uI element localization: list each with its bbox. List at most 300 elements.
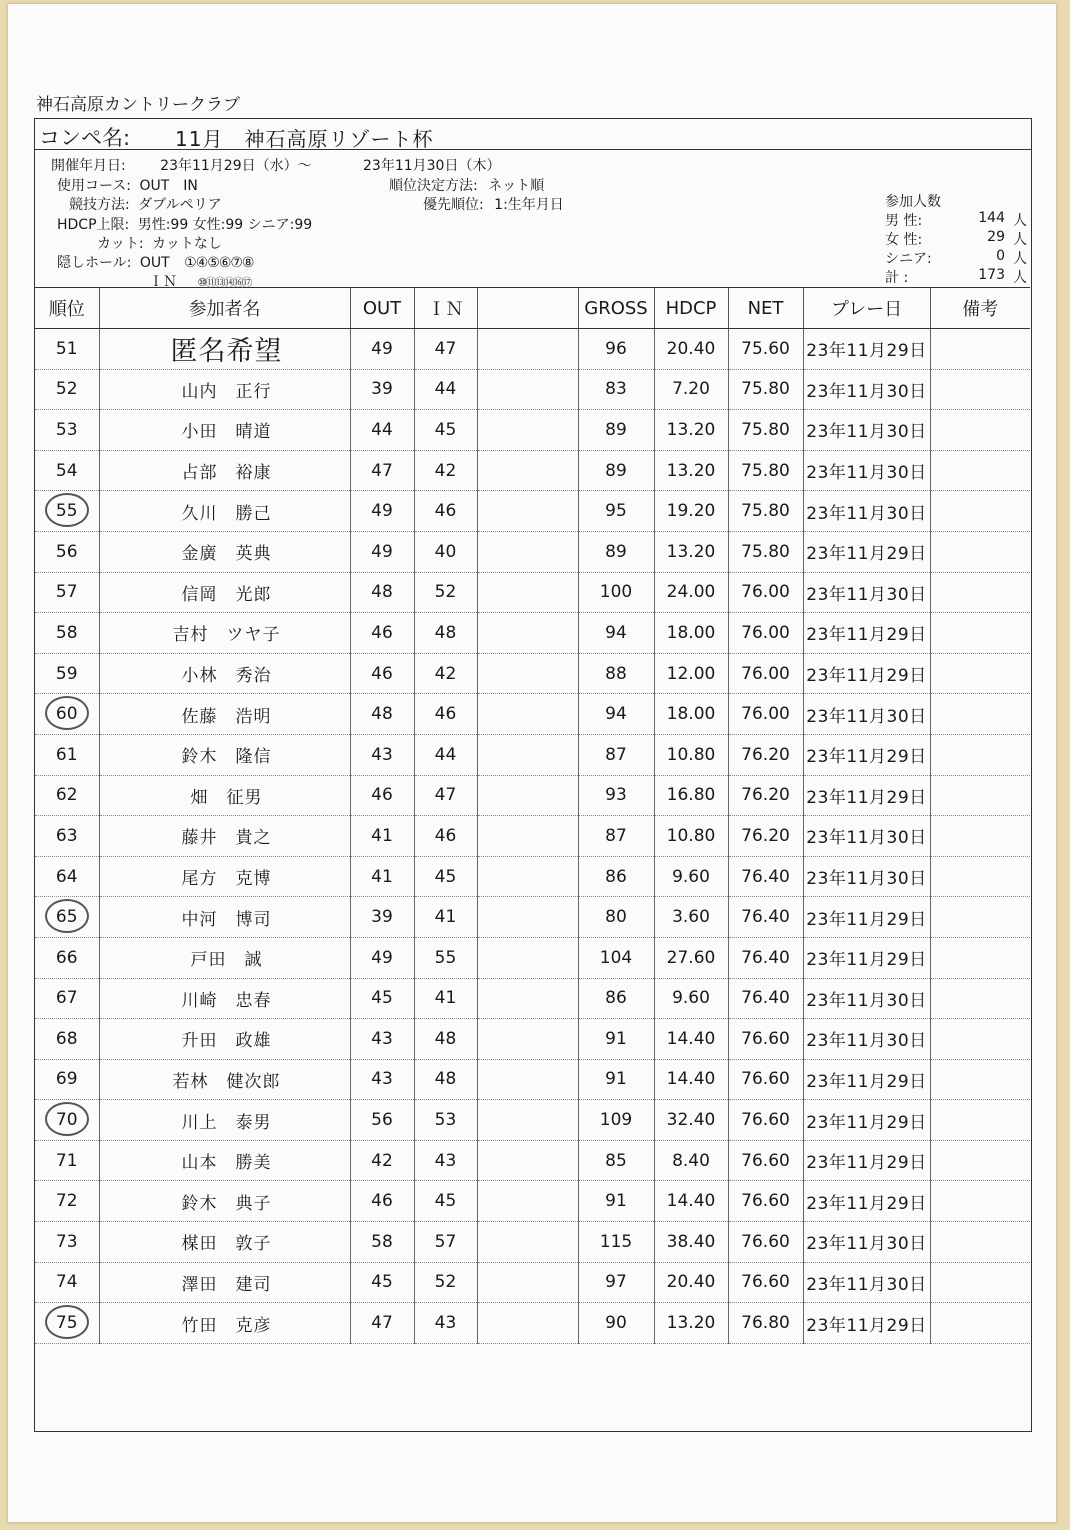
table-row [35,1059,1030,1100]
female-count: 29 [987,229,1005,245]
rank-cell: 66 [35,937,99,978]
gross-cell: 90 [578,1303,654,1344]
out-cell: 49 [350,531,414,572]
name-cell: 金廣 英典 [99,531,350,572]
date-cell: 23年11月29日 [803,775,930,816]
priority-label: 優先順位: [423,197,484,213]
notes-cell [930,329,1030,370]
handwritten-circle-mark [45,1102,89,1136]
out-cell: 47 [350,450,414,491]
format-value: ダブルペリア [138,197,222,213]
net-cell: 76.60 [728,1059,803,1100]
name-cell: 川上 泰男 [99,1100,350,1141]
notes-cell [930,1059,1030,1100]
gross-cell: 87 [578,734,654,775]
date-cell: 23年11月30日 [803,410,930,451]
name-cell: 匿名希望 [99,329,350,370]
course-value: OUT IN [139,178,198,194]
hdcp-cell: 18.00 [654,694,728,735]
info-rank-method [389,175,544,195]
in-cell: 43 [414,1303,477,1344]
in-cell: 44 [414,734,477,775]
blank-cell [477,937,578,978]
date-cell: 23年11月29日 [803,1100,930,1141]
rank-cell: 69 [35,1059,99,1100]
in-cell: 46 [414,694,477,735]
gross-cell: 86 [578,856,654,897]
hidden-in-label: ＩＮ [149,274,177,290]
notes-cell [930,978,1030,1019]
net-cell: 75.80 [728,369,803,410]
name-cell: 小林 秀治 [99,653,350,694]
date-cell: 23年11月29日 [803,613,930,654]
out-cell: 41 [350,856,414,897]
date-cell: 23年11月30日 [803,816,930,857]
gross-cell: 94 [578,694,654,735]
hdcp-cell: 38.40 [654,1222,728,1263]
info-course [57,175,198,195]
rank-cell: 51 [35,329,99,370]
net-cell: 76.20 [728,734,803,775]
hdcp-cell: 9.60 [654,978,728,1019]
table-row [35,1181,1030,1222]
col-net: NET [728,288,803,329]
participants-title: 参加人数 [885,194,941,210]
out-cell: 48 [350,694,414,735]
notes-cell [930,1019,1030,1060]
blank-cell [477,775,578,816]
name-cell: 山内 正行 [99,369,350,410]
name-cell: 鈴木 隆信 [99,734,350,775]
date-cell: 23年11月30日 [803,856,930,897]
hdcp-cell: 32.40 [654,1100,728,1141]
notes-cell [930,410,1030,451]
table-row [35,978,1030,1019]
gross-cell: 83 [578,369,654,410]
info-hidden-holes [57,252,253,272]
rank-cell: 72 [35,1181,99,1222]
blank-cell [477,1181,578,1222]
notes-cell [930,1262,1030,1303]
table-row [35,816,1030,857]
info-priority [423,194,564,214]
rank-cell: 54 [35,450,99,491]
rank-cell: 65 [35,897,99,938]
notes-cell [930,653,1030,694]
course-label: 使用コース: [57,178,132,194]
out-cell: 46 [350,1181,414,1222]
date-cell: 23年11月30日 [803,1222,930,1263]
info-format [69,194,222,214]
blank-cell [477,1222,578,1263]
date-cell: 23年11月30日 [803,978,930,1019]
hdcp-cell: 18.00 [654,613,728,654]
total-unit: 人 [1013,270,1027,286]
table-row [35,1222,1030,1263]
hdcp-cell: 9.60 [654,856,728,897]
rank-cell: 63 [35,816,99,857]
total-count: 173 [978,267,1005,283]
date-cell: 23年11月29日 [803,734,930,775]
senior-label: シニア: [885,251,932,267]
notes-cell [930,491,1030,532]
in-cell: 52 [414,1262,477,1303]
name-cell: 佐藤 浩明 [99,694,350,735]
name-cell: 山本 勝美 [99,1140,350,1181]
net-cell: 76.00 [728,653,803,694]
date-cell: 23年11月29日 [803,653,930,694]
hdcp-value: 男性:99 女性:99 シニア:99 [137,217,313,233]
hdcp-cell: 16.80 [654,775,728,816]
hdcp-cell: 3.60 [654,897,728,938]
out-cell: 49 [350,937,414,978]
name-cell: 吉村 ツヤ子 [99,613,350,654]
out-cell: 49 [350,491,414,532]
name-cell: 戸田 誠 [99,937,350,978]
notes-cell [930,816,1030,857]
blank-cell [477,856,578,897]
rank-cell: 52 [35,369,99,410]
name-cell: 尾方 克博 [99,856,350,897]
blank-cell [477,734,578,775]
handwritten-circle-mark [45,696,89,730]
name-cell: 藤井 貴之 [99,816,350,857]
out-cell: 41 [350,816,414,857]
blank-cell [477,978,578,1019]
name-cell: 中河 博司 [99,897,350,938]
net-cell: 76.40 [728,937,803,978]
notes-cell [930,1140,1030,1181]
gross-cell: 88 [578,653,654,694]
date-start: 23年11月29日（水）～ [160,158,312,174]
date-cell: 23年11月30日 [803,1262,930,1303]
date-cell: 23年11月29日 [803,1303,930,1344]
blank-cell [477,653,578,694]
date-cell: 23年11月30日 [803,572,930,613]
net-cell: 76.60 [728,1140,803,1181]
gross-cell: 94 [578,613,654,654]
table-row [35,775,1030,816]
notes-cell [930,1100,1030,1141]
in-cell: 45 [414,856,477,897]
date-cell: 23年11月29日 [803,1181,930,1222]
blank-cell [477,1019,578,1060]
out-cell: 49 [350,329,414,370]
date-cell: 23年11月30日 [803,694,930,735]
table-row [35,572,1030,613]
out-cell: 39 [350,897,414,938]
dates-label: 開催年月日: [51,158,126,174]
name-cell: 信岡 光郎 [99,572,350,613]
name-cell: 升田 政雄 [99,1019,350,1060]
male-label: 男 性: [885,213,923,229]
blank-cell [477,897,578,938]
table-row [35,734,1030,775]
notes-cell [930,1181,1030,1222]
in-cell: 46 [414,491,477,532]
name-cell: 竹田 克彦 [99,1303,350,1344]
handwritten-circle-mark [45,1305,89,1339]
table-row [35,1262,1030,1303]
out-cell: 56 [350,1100,414,1141]
in-cell: 48 [414,1019,477,1060]
net-cell: 76.60 [728,1100,803,1141]
notes-cell [930,450,1030,491]
gross-cell: 109 [578,1100,654,1141]
table-row [35,369,1030,410]
hdcp-cell: 13.20 [654,531,728,572]
gross-cell: 80 [578,897,654,938]
gross-cell: 85 [578,1140,654,1181]
hidden-label: 隠しホール: [57,255,132,271]
in-cell: 55 [414,937,477,978]
gross-cell: 104 [578,937,654,978]
blank-cell [477,613,578,654]
senior-unit: 人 [1013,251,1027,267]
name-cell: 楳田 敦子 [99,1222,350,1263]
handwritten-circle-mark [45,493,89,527]
blank-cell [477,329,578,370]
cut-value: カットなし [152,236,222,252]
hdcp-cell: 13.20 [654,410,728,451]
rank-cell: 57 [35,572,99,613]
notes-cell [930,369,1030,410]
blank-cell [477,694,578,735]
gross-cell: 89 [578,531,654,572]
rank-cell: 74 [35,1262,99,1303]
rank-cell: 55 [35,491,99,532]
name-cell: 占部 裕康 [99,450,350,491]
table-row [35,1100,1030,1141]
date-cell: 23年11月29日 [803,531,930,572]
info-dates [51,155,312,175]
out-cell: 45 [350,1262,414,1303]
blank-cell [477,410,578,451]
name-cell: 鈴木 典子 [99,1181,350,1222]
in-cell: 52 [414,572,477,613]
rank-cell: 68 [35,1019,99,1060]
date-cell: 23年11月30日 [803,1019,930,1060]
blank-cell [477,1262,578,1303]
rank-cell: 58 [35,613,99,654]
blank-cell [477,491,578,532]
out-cell: 44 [350,410,414,451]
name-cell: 小田 晴道 [99,410,350,451]
notes-cell [930,613,1030,654]
rank-cell: 67 [35,978,99,1019]
in-cell: 47 [414,329,477,370]
out-cell: 43 [350,1019,414,1060]
date-cell: 23年11月30日 [803,369,930,410]
hdcp-cell: 10.80 [654,816,728,857]
net-cell: 76.20 [728,775,803,816]
gross-cell: 97 [578,1262,654,1303]
out-cell: 39 [350,369,414,410]
in-cell: 47 [414,775,477,816]
out-cell: 46 [350,775,414,816]
results-table [35,287,1030,1344]
gross-cell: 89 [578,450,654,491]
hdcp-cell: 7.20 [654,369,728,410]
table-row [35,613,1030,654]
in-cell: 57 [414,1222,477,1263]
col-gross: GROSS [578,288,654,329]
col-out: OUT [350,288,414,329]
col-date: プレー日 [803,288,930,329]
rank-cell: 73 [35,1222,99,1263]
date-cell: 23年11月29日 [803,897,930,938]
hidden-out-label: OUT [139,255,170,271]
rank-cell: 70 [35,1100,99,1141]
blank-cell [477,531,578,572]
table-row [35,1303,1030,1344]
out-cell: 46 [350,613,414,654]
net-cell: 76.60 [728,1222,803,1263]
net-cell: 76.00 [728,694,803,735]
date-end: 23年11月30日（木） [363,158,501,174]
in-cell: 40 [414,531,477,572]
rank-method-label: 順位決定方法: [389,178,478,194]
format-label: 競技方法: [69,197,130,213]
notes-cell [930,856,1030,897]
in-cell: 42 [414,450,477,491]
net-cell: 76.00 [728,572,803,613]
table-row [35,694,1030,735]
male-count: 144 [978,210,1005,226]
rank-cell: 60 [35,694,99,735]
table-header [35,288,1030,329]
out-cell: 45 [350,978,414,1019]
hdcp-cell: 13.20 [654,1303,728,1344]
competition-name: 11月 神石高原リゾート杯 [175,127,434,151]
rank-cell: 71 [35,1140,99,1181]
male-unit: 人 [1013,213,1027,229]
hdcp-cell: 10.80 [654,734,728,775]
gross-cell: 91 [578,1059,654,1100]
hdcp-cell: 24.00 [654,572,728,613]
hdcp-label: HDCP上限: [57,217,130,233]
info-hdcp [57,214,312,234]
gross-cell: 115 [578,1222,654,1263]
table-row [35,329,1030,370]
competition-row [35,119,1031,150]
female-label: 女 性: [885,232,923,248]
notes-cell [930,694,1030,735]
gross-cell: 91 [578,1181,654,1222]
gross-cell: 89 [578,410,654,451]
out-cell: 43 [350,1059,414,1100]
net-cell: 75.60 [728,329,803,370]
rank-cell: 59 [35,653,99,694]
rank-cell: 64 [35,856,99,897]
blank-cell [477,1303,578,1344]
notes-cell [930,937,1030,978]
notes-cell [930,734,1030,775]
gross-cell: 100 [578,572,654,613]
blank-cell [477,816,578,857]
in-cell: 48 [414,1059,477,1100]
net-cell: 76.00 [728,613,803,654]
out-cell: 42 [350,1140,414,1181]
blank-cell [477,1059,578,1100]
hdcp-cell: 13.20 [654,450,728,491]
date-cell: 23年11月29日 [803,329,930,370]
hdcp-cell: 12.00 [654,653,728,694]
out-cell: 43 [350,734,414,775]
notes-cell [930,572,1030,613]
hidden-in-holes: ⑩⑪⑬⑭⑯⑰ [197,276,251,289]
table-body [35,329,1030,1344]
name-cell: 畑 征男 [99,775,350,816]
out-cell: 48 [350,572,414,613]
col-notes: 備考 [930,288,1030,329]
col-name: 参加者名 [99,288,350,329]
hdcp-cell: 8.40 [654,1140,728,1181]
blank-cell [477,1140,578,1181]
hdcp-cell: 19.20 [654,491,728,532]
in-cell: 48 [414,613,477,654]
rank-cell: 61 [35,734,99,775]
rank-cell: 75 [35,1303,99,1344]
hdcp-cell: 14.40 [654,1181,728,1222]
name-cell: 久川 勝己 [99,491,350,532]
blank-cell [477,369,578,410]
name-cell: 若林 健次郎 [99,1059,350,1100]
col-blank [477,288,578,329]
col-hdcp: HDCP [654,288,728,329]
in-cell: 45 [414,1181,477,1222]
in-cell: 41 [414,978,477,1019]
in-cell: 46 [414,816,477,857]
notes-cell [930,531,1030,572]
in-cell: 53 [414,1100,477,1141]
hdcp-cell: 14.40 [654,1059,728,1100]
name-cell: 川崎 忠春 [99,978,350,1019]
gross-cell: 87 [578,816,654,857]
date-cell: 23年11月30日 [803,491,930,532]
table-row [35,897,1030,938]
date-cell: 23年11月29日 [803,937,930,978]
out-cell: 47 [350,1303,414,1344]
rank-cell: 62 [35,775,99,816]
blank-cell [477,1100,578,1141]
net-cell: 75.80 [728,450,803,491]
senior-count: 0 [996,248,1005,264]
notes-cell [930,1303,1030,1344]
gross-cell: 96 [578,329,654,370]
rank-cell: 53 [35,410,99,451]
table-row [35,653,1030,694]
notes-cell [930,1222,1030,1263]
handwritten-circle-mark [45,899,89,933]
blank-cell [477,572,578,613]
out-cell: 58 [350,1222,414,1263]
club-name: 神石高原カントリークラブ [36,95,240,115]
date-cell: 23年11月29日 [803,1059,930,1100]
table-row [35,1019,1030,1060]
net-cell: 76.80 [728,1303,803,1344]
net-cell: 76.40 [728,978,803,1019]
net-cell: 76.60 [728,1262,803,1303]
table-row [35,491,1030,532]
net-cell: 75.80 [728,491,803,532]
net-cell: 75.80 [728,410,803,451]
notes-cell [930,897,1030,938]
competition-label: コンペ名: [39,126,131,150]
gross-cell: 95 [578,491,654,532]
col-in: ＩＮ [414,288,477,329]
priority-value: 1:生年月日 [494,197,564,213]
